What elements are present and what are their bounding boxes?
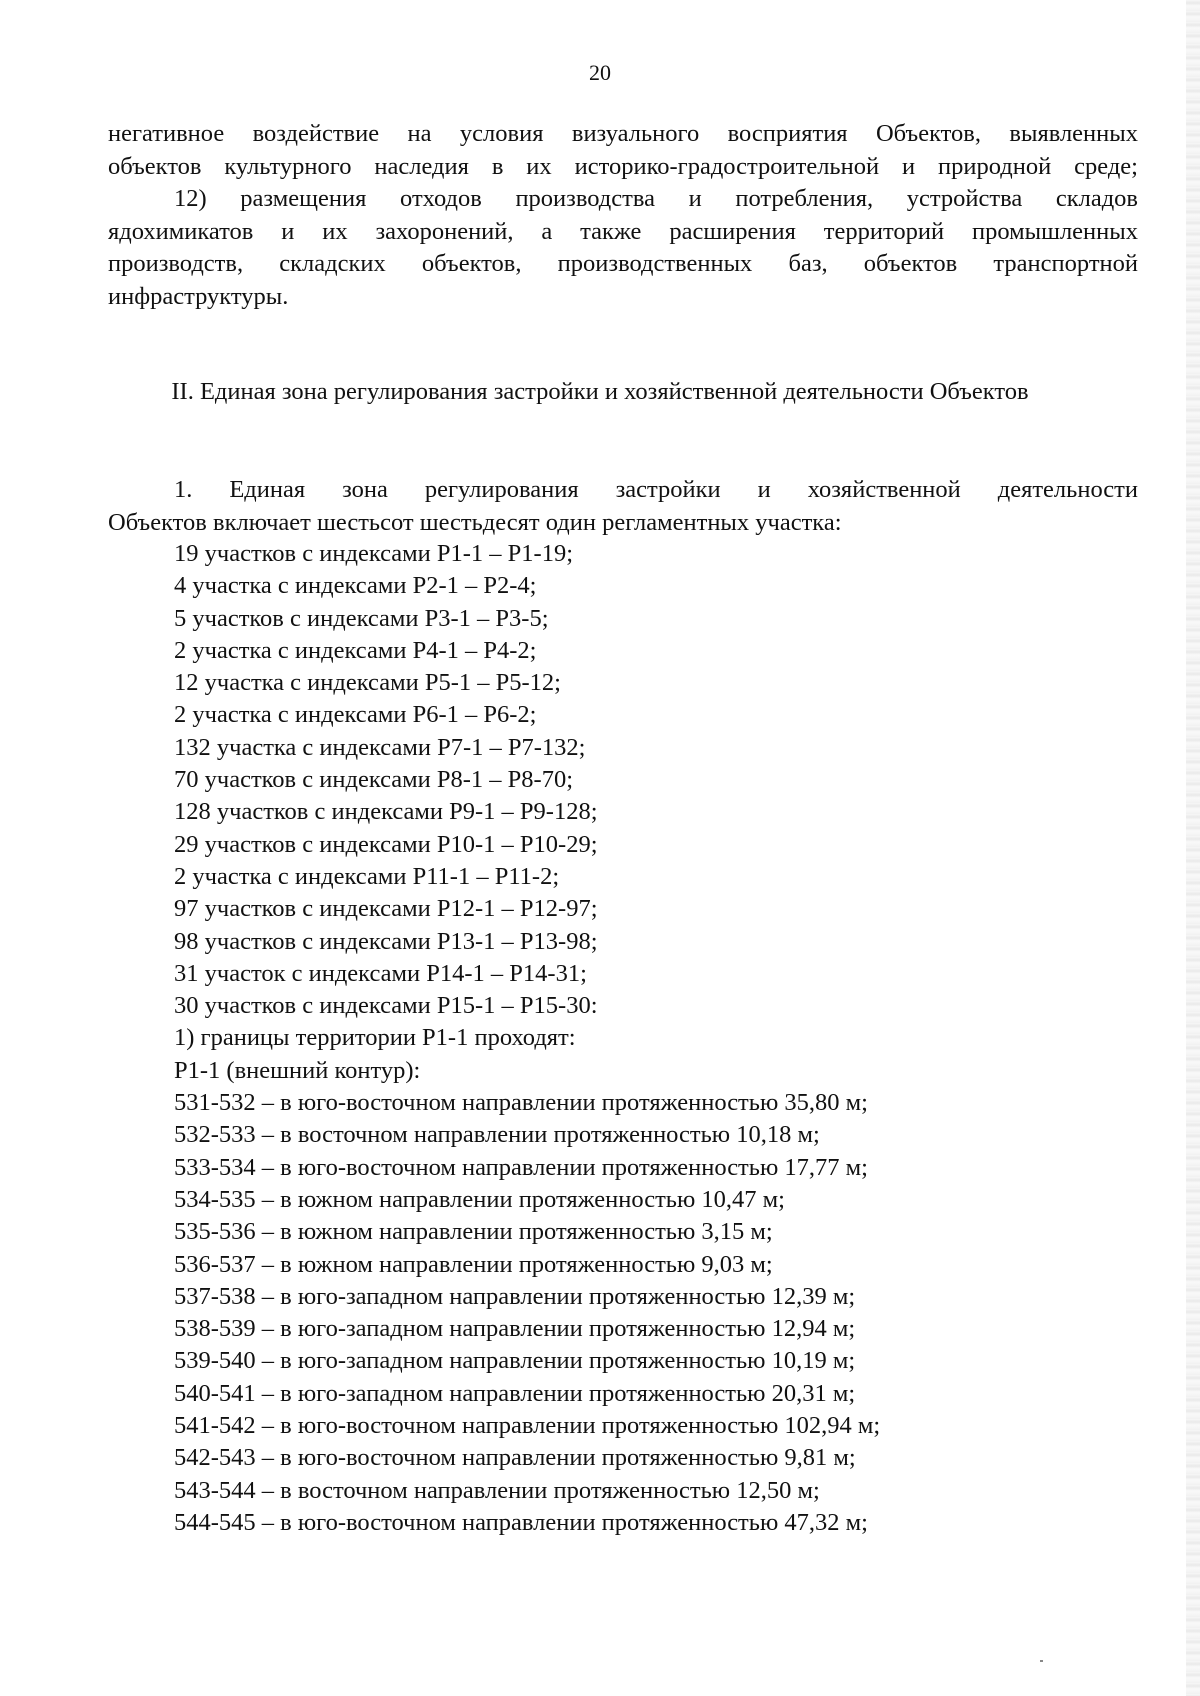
list-item: 31 участок с индексами Р14-1 – Р14-31; (174, 959, 587, 987)
list-item: 30 участков с индексами Р15-1 – Р15-30: (174, 992, 598, 1020)
list-item: 535-536 – в южном направлении протяженностью 3,15 м; (174, 1218, 773, 1246)
intro-line: объектов культурного наследия в их историко-градостроительной и природной среде; (108, 152, 1138, 180)
paragraph-1 (108, 474, 1138, 539)
list-item: 4 участка с индексами Р2-1 – Р2-4; (174, 572, 537, 600)
intro-line: 12) размещения отходов производства и потребления, устройства складов (174, 185, 1138, 212)
list-item: 1) границы территории Р1-1 проходят: (174, 1024, 576, 1052)
list-item: 2 участка с индексами Р11-1 – Р11-2; (174, 862, 560, 890)
list-item: 537-538 – в юго-западном направлении протяженностью 12,39 м; (174, 1282, 856, 1310)
list-item: 543-544 – в восточном направлении протяженностью 12,50 м; (174, 1476, 820, 1504)
paragraph-line: Объектов включает шестьсот шестьдесят один регламентных участка: (108, 508, 842, 536)
list-item: Р1-1 (внешний контур): (174, 1056, 421, 1084)
list-item: 544-545 – в юго-восточном направлении протяженностью 47,32 м; (174, 1508, 868, 1536)
list-item: 70 участков с индексами Р8-1 – Р8-70; (174, 766, 574, 794)
list-item: 97 участков с индексами Р12-1 – Р12-97; (174, 895, 598, 923)
intro-line: негативное воздействие на условия визуального восприятия Объектов, выявленных (108, 120, 1138, 147)
list-item: 542-543 – в юго-восточном направлении протяженностью 9,81 м; (174, 1444, 856, 1472)
list-item: 539-540 – в юго-западном направлении протяженностью 10,19 м; (174, 1347, 856, 1375)
list-item: 531-532 – в юго-восточном направлении протяженностью 35,80 м; (174, 1089, 868, 1117)
list-item: 532-533 – в восточном направлении протяженностью 10,18 м; (174, 1121, 820, 1149)
list-item: 541-542 – в юго-восточном направлении протяженностью 102,94 м; (174, 1412, 881, 1440)
intro-line: производств, складских объектов, производственных баз, объектов транспортной (108, 250, 1138, 277)
section-heading: II. Единая зона регулирования застройки и хозяйственной деятельности Объектов (171, 378, 1029, 405)
intro-line: инфраструктуры. (108, 282, 289, 310)
scan-edge-shadow (1186, 0, 1200, 1696)
list-item: 540-541 – в юго-западном направлении протяженностью 20,31 м; (174, 1379, 856, 1407)
list-item: 132 участка с индексами Р7-1 – Р7-132; (174, 733, 586, 761)
list-item: 5 участков с индексами Р3-1 – Р3-5; (174, 604, 549, 632)
list-item: 128 участков с индексами Р9-1 – Р9-128; (174, 798, 598, 826)
plot-list (174, 538, 880, 1539)
paragraph-line: 1. Единая зона регулирования застройки и хозяйственной деятельности (174, 476, 1138, 503)
list-item: 534-535 – в южном направлении протяженностью 10,47 м; (174, 1185, 785, 1213)
list-item: 29 участков с индексами Р10-1 – Р10-29; (174, 830, 598, 858)
intro-text (108, 118, 1138, 313)
list-item: 536-537 – в южном направлении протяженностью 9,03 м; (174, 1250, 773, 1278)
list-item: 538-539 – в юго-западном направлении протяженностью 12,94 м; (174, 1315, 856, 1343)
page-number: 20 (589, 60, 611, 85)
list-item: 12 участка с индексами Р5-1 – Р5-12; (174, 669, 561, 697)
intro-line: ядохимикатов и их захоронений, а также расширения территорий промышленных (108, 217, 1138, 245)
list-item: 533-534 – в юго-восточном направлении протяженностью 17,77 м; (174, 1153, 868, 1181)
list-item: 2 участка с индексами Р4-1 – Р4-2; (174, 636, 537, 664)
list-item: 19 участков с индексами Р1-1 – Р1-19; (174, 540, 574, 567)
scan-speck (1040, 1660, 1043, 1662)
list-item: 2 участка с индексами Р6-1 – Р6-2; (174, 701, 537, 729)
list-item: 98 участков с индексами Р13-1 – Р13-98; (174, 927, 598, 955)
